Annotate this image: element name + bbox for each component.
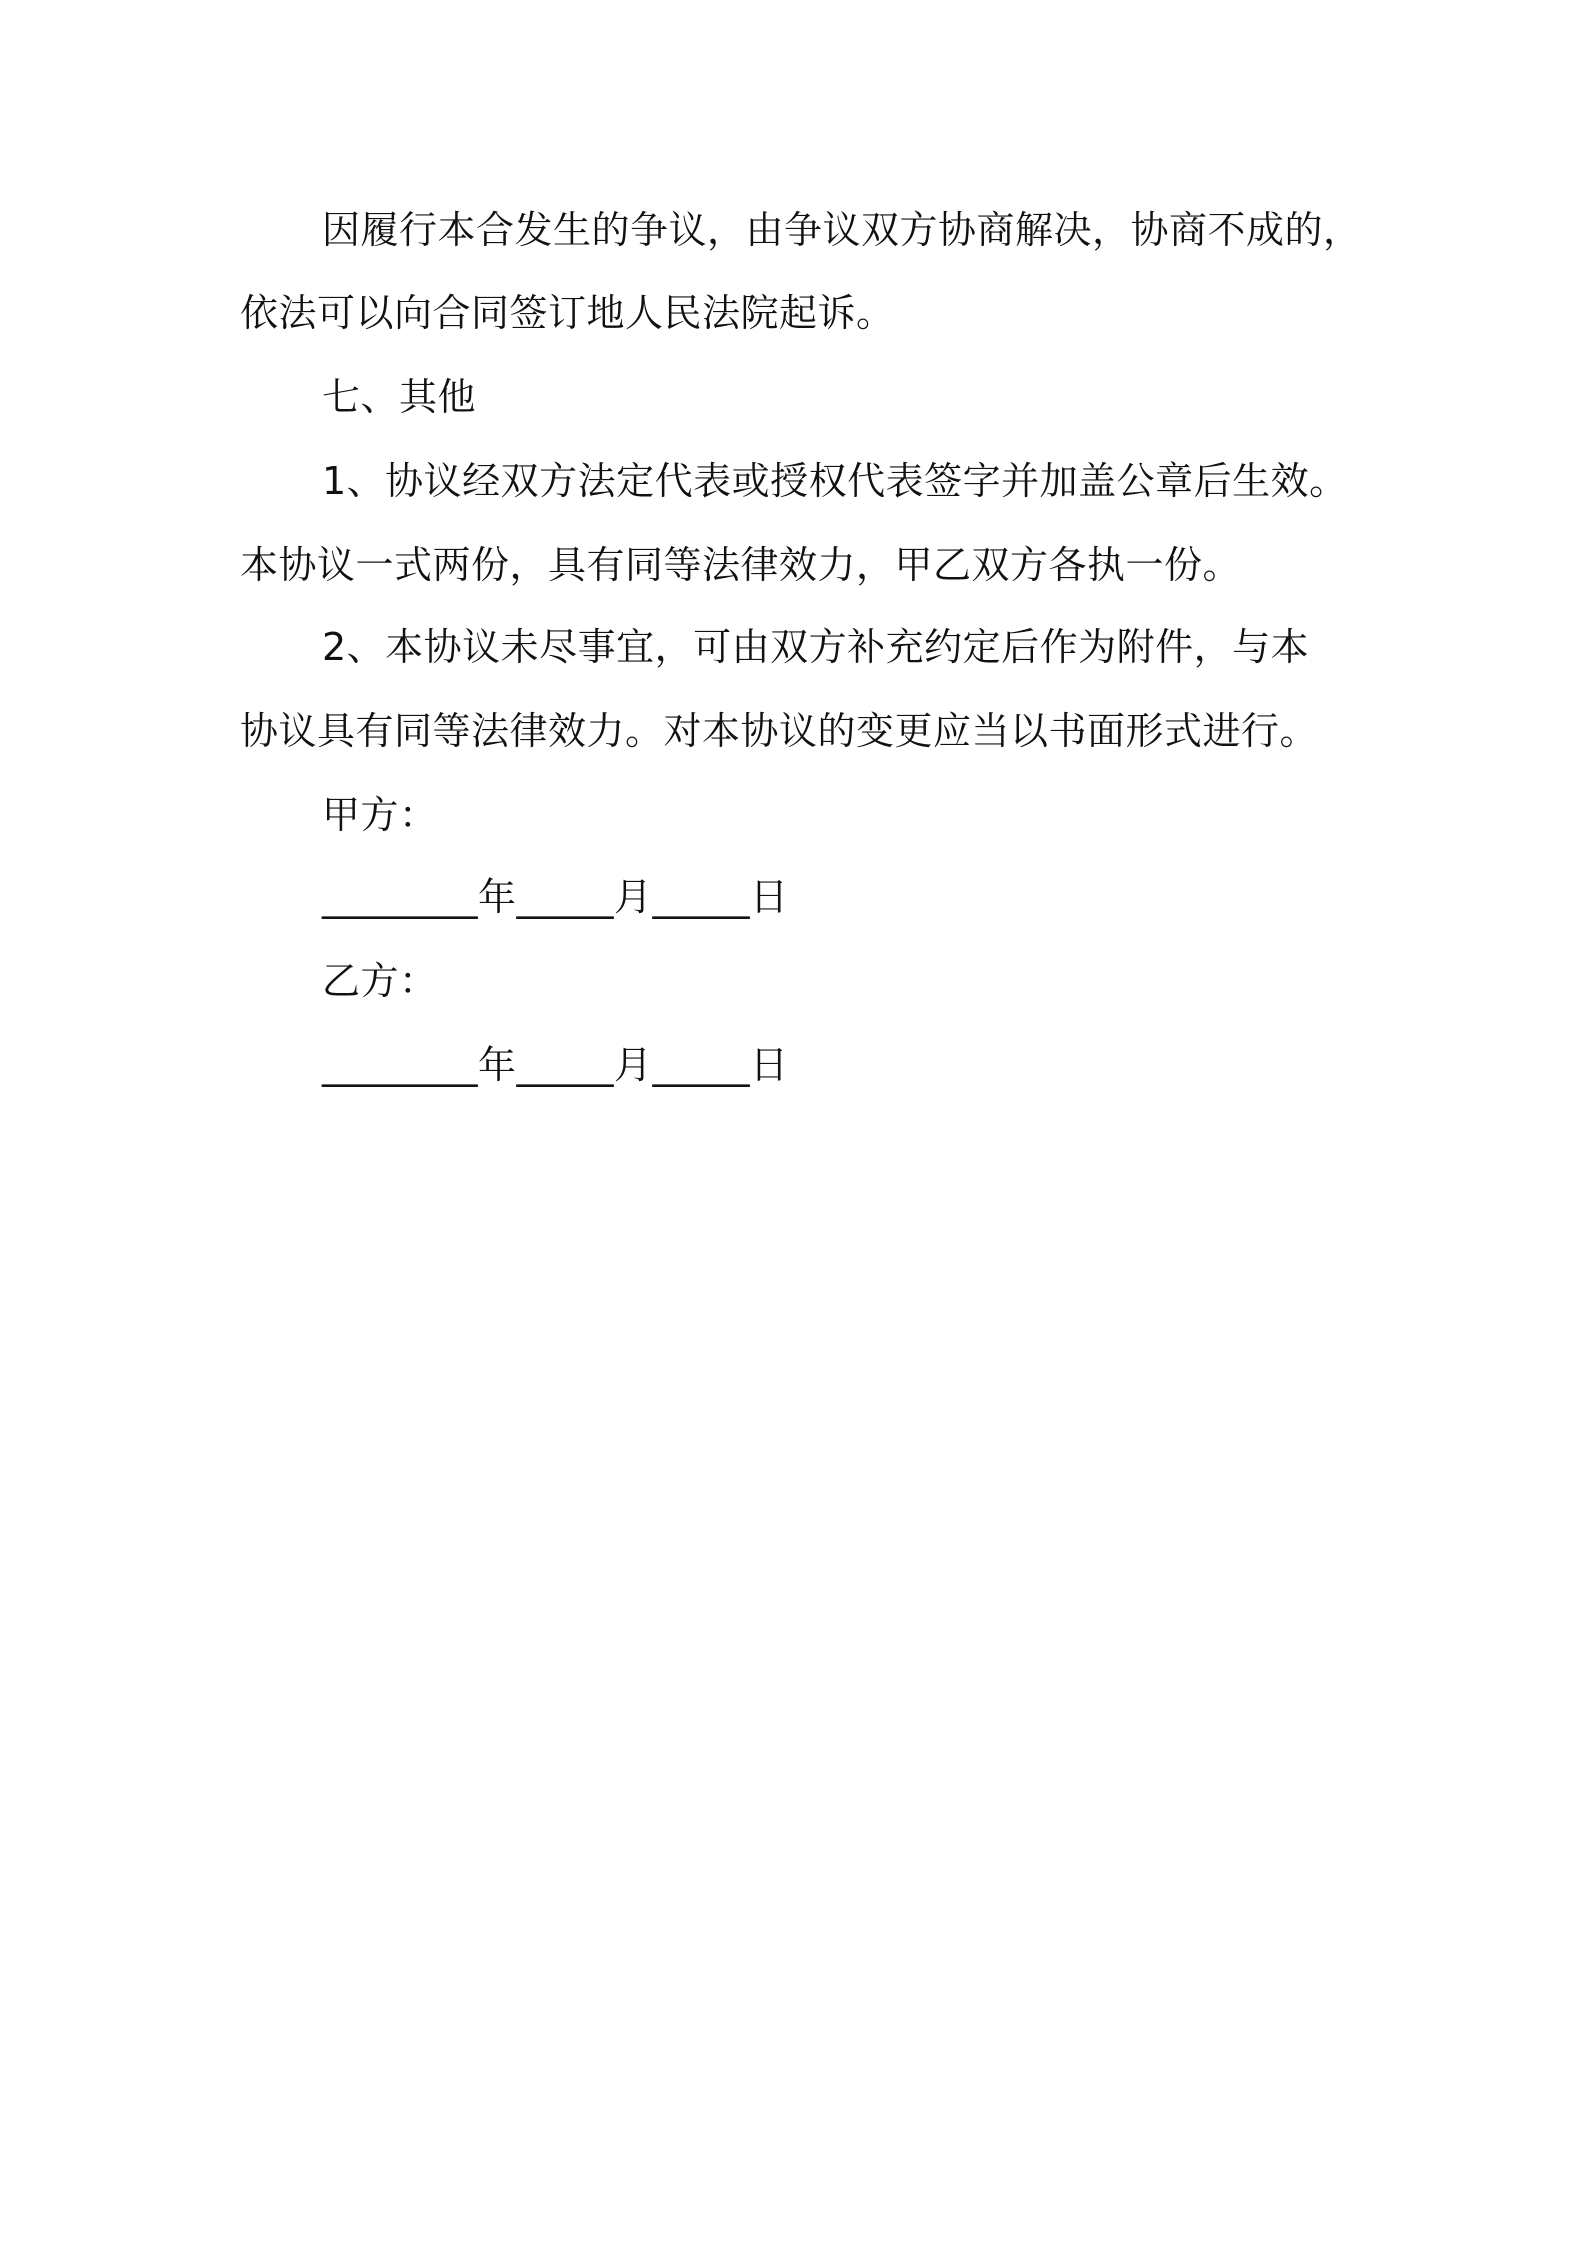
party-a-label: 甲方： — [322, 793, 438, 837]
party-b-label: 乙方： — [322, 959, 438, 1003]
clause-1-line-2: 本协议一式两份，具有同等法律效力，甲乙双方各执一份。 — [240, 543, 1242, 587]
party-b-date-field: ________年_____月_____日 — [322, 1043, 789, 1087]
section-heading-other: 七、其他 — [322, 375, 477, 419]
dispute-clause-line-2: 依法可以向合同签订地人民法院起诉。 — [240, 291, 895, 335]
clause-2-line-2: 协议具有同等法律效力。对本协议的变更应当以书面形式进行。 — [240, 709, 1319, 753]
party-a-date-field: ________年_____月_____日 — [322, 875, 789, 919]
clause-1-line-1: 1、协议经双方法定代表或授权代表签字并加盖公章后生效。 — [322, 459, 1348, 503]
dispute-clause-line-1: 因履行本合发生的争议，由争议双方协商解决，协商不成的， — [322, 208, 1362, 252]
clause-2-line-1: 2、本协议未尽事宜，可由双方补充约定后作为附件，与本 — [322, 625, 1310, 669]
